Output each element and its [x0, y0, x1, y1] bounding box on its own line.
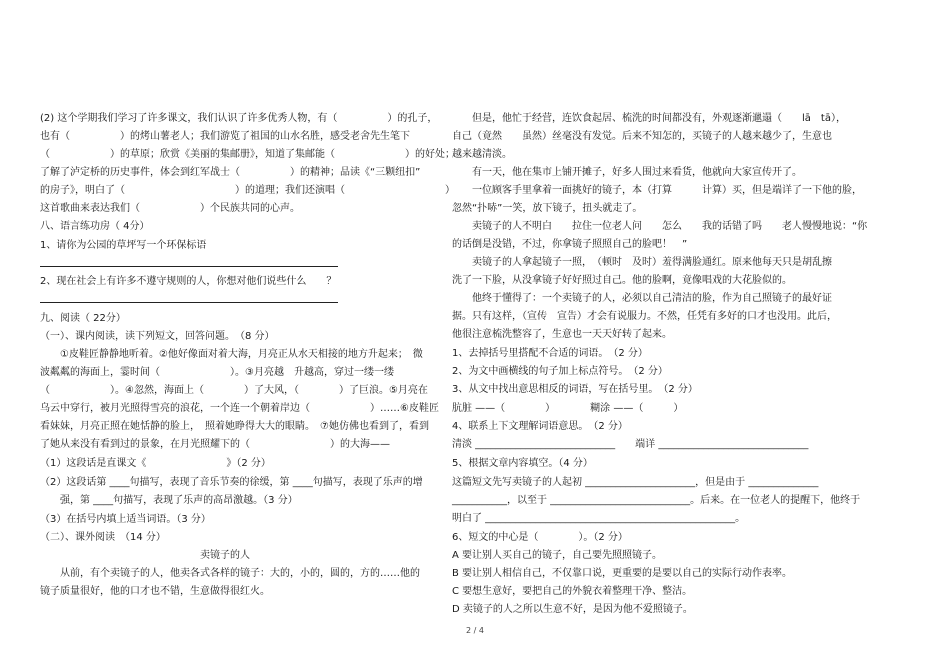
option-d: D 卖镜子的人之所以生意不好，是因为他不爱照镜子。 — [452, 604, 693, 615]
passage-line: 洗了一下脸，从没拿镜子好好照过自己。他的脸啊，竟像唱戏的大花脸似的。 — [452, 275, 792, 286]
passage-line: 有一天，他在集市上铺开摊子，好多人围过来看货，他就向大家宣传开了。 — [452, 167, 802, 178]
text-line: 这首歌曲来表达我们（ ）个民族共同的心声。 — [40, 203, 300, 214]
section-heading: 八、语言练功房（ 4分） — [40, 221, 150, 232]
section-heading: 九、阅读（ 22分） — [40, 313, 126, 324]
question-text: 清淡 ____________________________ 端详 ______________________________ — [452, 439, 809, 450]
question-text: 3、从文中找出意思相反的词语，写在括号里。 （2 分） — [452, 384, 698, 395]
passage-line: 卖镜子的人拿起镜子一照， （顿时 及时）羞得满脸通红。原来他每天只是胡乱擦 — [452, 257, 832, 268]
passage-line: 越来越清淡。 — [452, 149, 512, 160]
question-text: 2、为文中画横线的句子加上标点符号。 （2 分） — [452, 366, 668, 377]
page-number: 2 / 4 — [466, 626, 484, 635]
passage-line: 自己（竟然 虽然）丝毫没有发觉。后来不知怎的，买镜子的人越来越少了，生意也 — [452, 131, 832, 142]
question-text: 2、现在社会上有许多不遵守规则的人，你想对他们说些什么 ？ — [40, 276, 337, 287]
answer-line — [40, 302, 338, 303]
subsection-heading: （二）、课外阅读 （14 分） — [40, 532, 166, 543]
question-text: （2）这段话第 ____句描写，表现了音乐节奏的徐缓，第 ____句描写，表现了乐声的增 — [40, 477, 423, 488]
option-c: C 要想生意好，要把自己的外貌衣着整理干净、整洁。 — [452, 586, 693, 597]
question-text: （1）这段话是直课文《 》（2 分） — [40, 458, 271, 469]
passage-line: （ ）。④忽然，海面上（ ）了大风，（ ）了巨浪。⑤月亮在 — [40, 385, 428, 396]
passage-line: 乌云中穿行，被月光照得雪亮的浪花，一个连一个朝着岸边（ ）……⑥皮鞋匠 — [40, 403, 439, 414]
question-text: 6、短文的中心是（ ）。（2 分） — [452, 532, 628, 543]
passage-line: 从前，有个卖镜子的人，他卖各式各样的镜子：大的，小的，圆的，方的……他的 — [40, 568, 420, 579]
passage-line: 一位顾客手里拿着一面挑好的镜子，本（打算 计算）买，但是端详了一下他的脸， — [452, 185, 862, 196]
text-line: 的房子》，明白了（ ）的道理；我们还演唱（ ） — [40, 185, 455, 196]
passage-line: 波粼粼的海面上，霎时间（ ）。③月亮越 升越高，穿过一缕一缕 — [40, 367, 394, 378]
passage-line: 他很注意梳洗整容了，生意也一天天好转了起来。 — [452, 329, 672, 340]
question-text: 5、根据文章内容填空。（4 分） — [452, 458, 593, 469]
passage-line: 他终于懂得了：一个卖镜子的人，必须以自己清洁的脸，作为自己照镜子的最好证 — [452, 293, 832, 304]
passage-line: 了她从来没有看到过的景象，在月光照耀下的（ ）的大海—— — [40, 439, 390, 450]
text-line: (2) 这个学期我们学习了许多课文，我们认识了许多优秀人物，有（ ）的孔子， — [40, 113, 438, 124]
passage-line: 忽然“扑哧”一笑，放下镜子，扭头就走了。 — [452, 203, 643, 214]
passage-line: ①皮鞋匠静静地听着。②他好像面对着大海，月亮正从水天相接的地方升起来； 微 — [40, 349, 423, 360]
option-a: A 要让别人买自己的镜子，自己要先照照镜子。 — [452, 550, 663, 561]
answer-line — [40, 266, 338, 267]
story-title: 卖镜子的人 — [200, 550, 250, 561]
subsection-heading: （一）、课内阅读，读下列短文，回答问题。 （8 分） — [40, 331, 275, 342]
text-line: 也有（ ）的烤山薯老人；我们游览了祖国的山水名胜，感受老舍先生笔下 — [40, 131, 410, 142]
question-text: 明白了 __________________________________________________。 — [452, 513, 746, 524]
passage-line: 卖镜子的人不明白 拉住一位老人问 怎么 我的话错了吗 老人慢慢地说：“你 — [452, 221, 868, 232]
question-text: 1、去掉括号里搭配不合适的词语。 （2 分） — [452, 348, 648, 359]
question-text: 强，第 ____句描写，表现了乐声的高昂激越。（3 分） — [40, 495, 298, 506]
text-line: （ ）的草原；欣赏《美丽的集邮册》，知道了集邮能（ ）的好处； — [40, 149, 455, 160]
question-text: ___________，以至于 ____________________________。后来。在一位老人的提醒下，他终于 — [452, 495, 861, 506]
question-text: 1、请你为公园的草坪写一个环保标语 — [40, 240, 207, 251]
question-text: （3）在括号内填上适当词语。（3 分） — [40, 514, 211, 525]
passage-line: 看妹妹，月亮正照在她恬静的脸上， 照着她睁得大大的眼睛。 ⑦她仿佛也看到了，看到 — [40, 421, 429, 432]
passage-line: 镜子质量很好，他的口才也不错，生意做得很红火。 — [40, 586, 270, 597]
passage-line: 的话倒是没错，不过，你拿镜子照照自己的脸吧！ ” — [452, 239, 688, 250]
option-b: B 要让别人相信自己，不仅靠口说，更重要的是要以自己的实际行动作表率。 — [452, 568, 793, 579]
text-line: 了解了泸定桥的历史事件，体会到红军战士（ ）的精神；品读《“三颗纽扣” — [40, 167, 421, 178]
question-text: 肮脏 ——（ ） 糊涂 ——（ ） — [452, 403, 684, 414]
question-text: 这篇短文先写卖镜子的人起初 ______________________，但是由于 ______________ — [452, 477, 819, 488]
question-text: 4、联系上下文理解词语意思。 （2 分） — [452, 421, 628, 432]
passage-line: 据。只有这样，（宣传 宣告）才会有说服力。不然，任凭有多好的口才也没用。此后， — [452, 311, 837, 322]
passage-line: 但是，他忙于经营，连饮食起居、梳洗的时间都没有，外观逐渐邋遢（ lā tā）， — [452, 113, 846, 124]
